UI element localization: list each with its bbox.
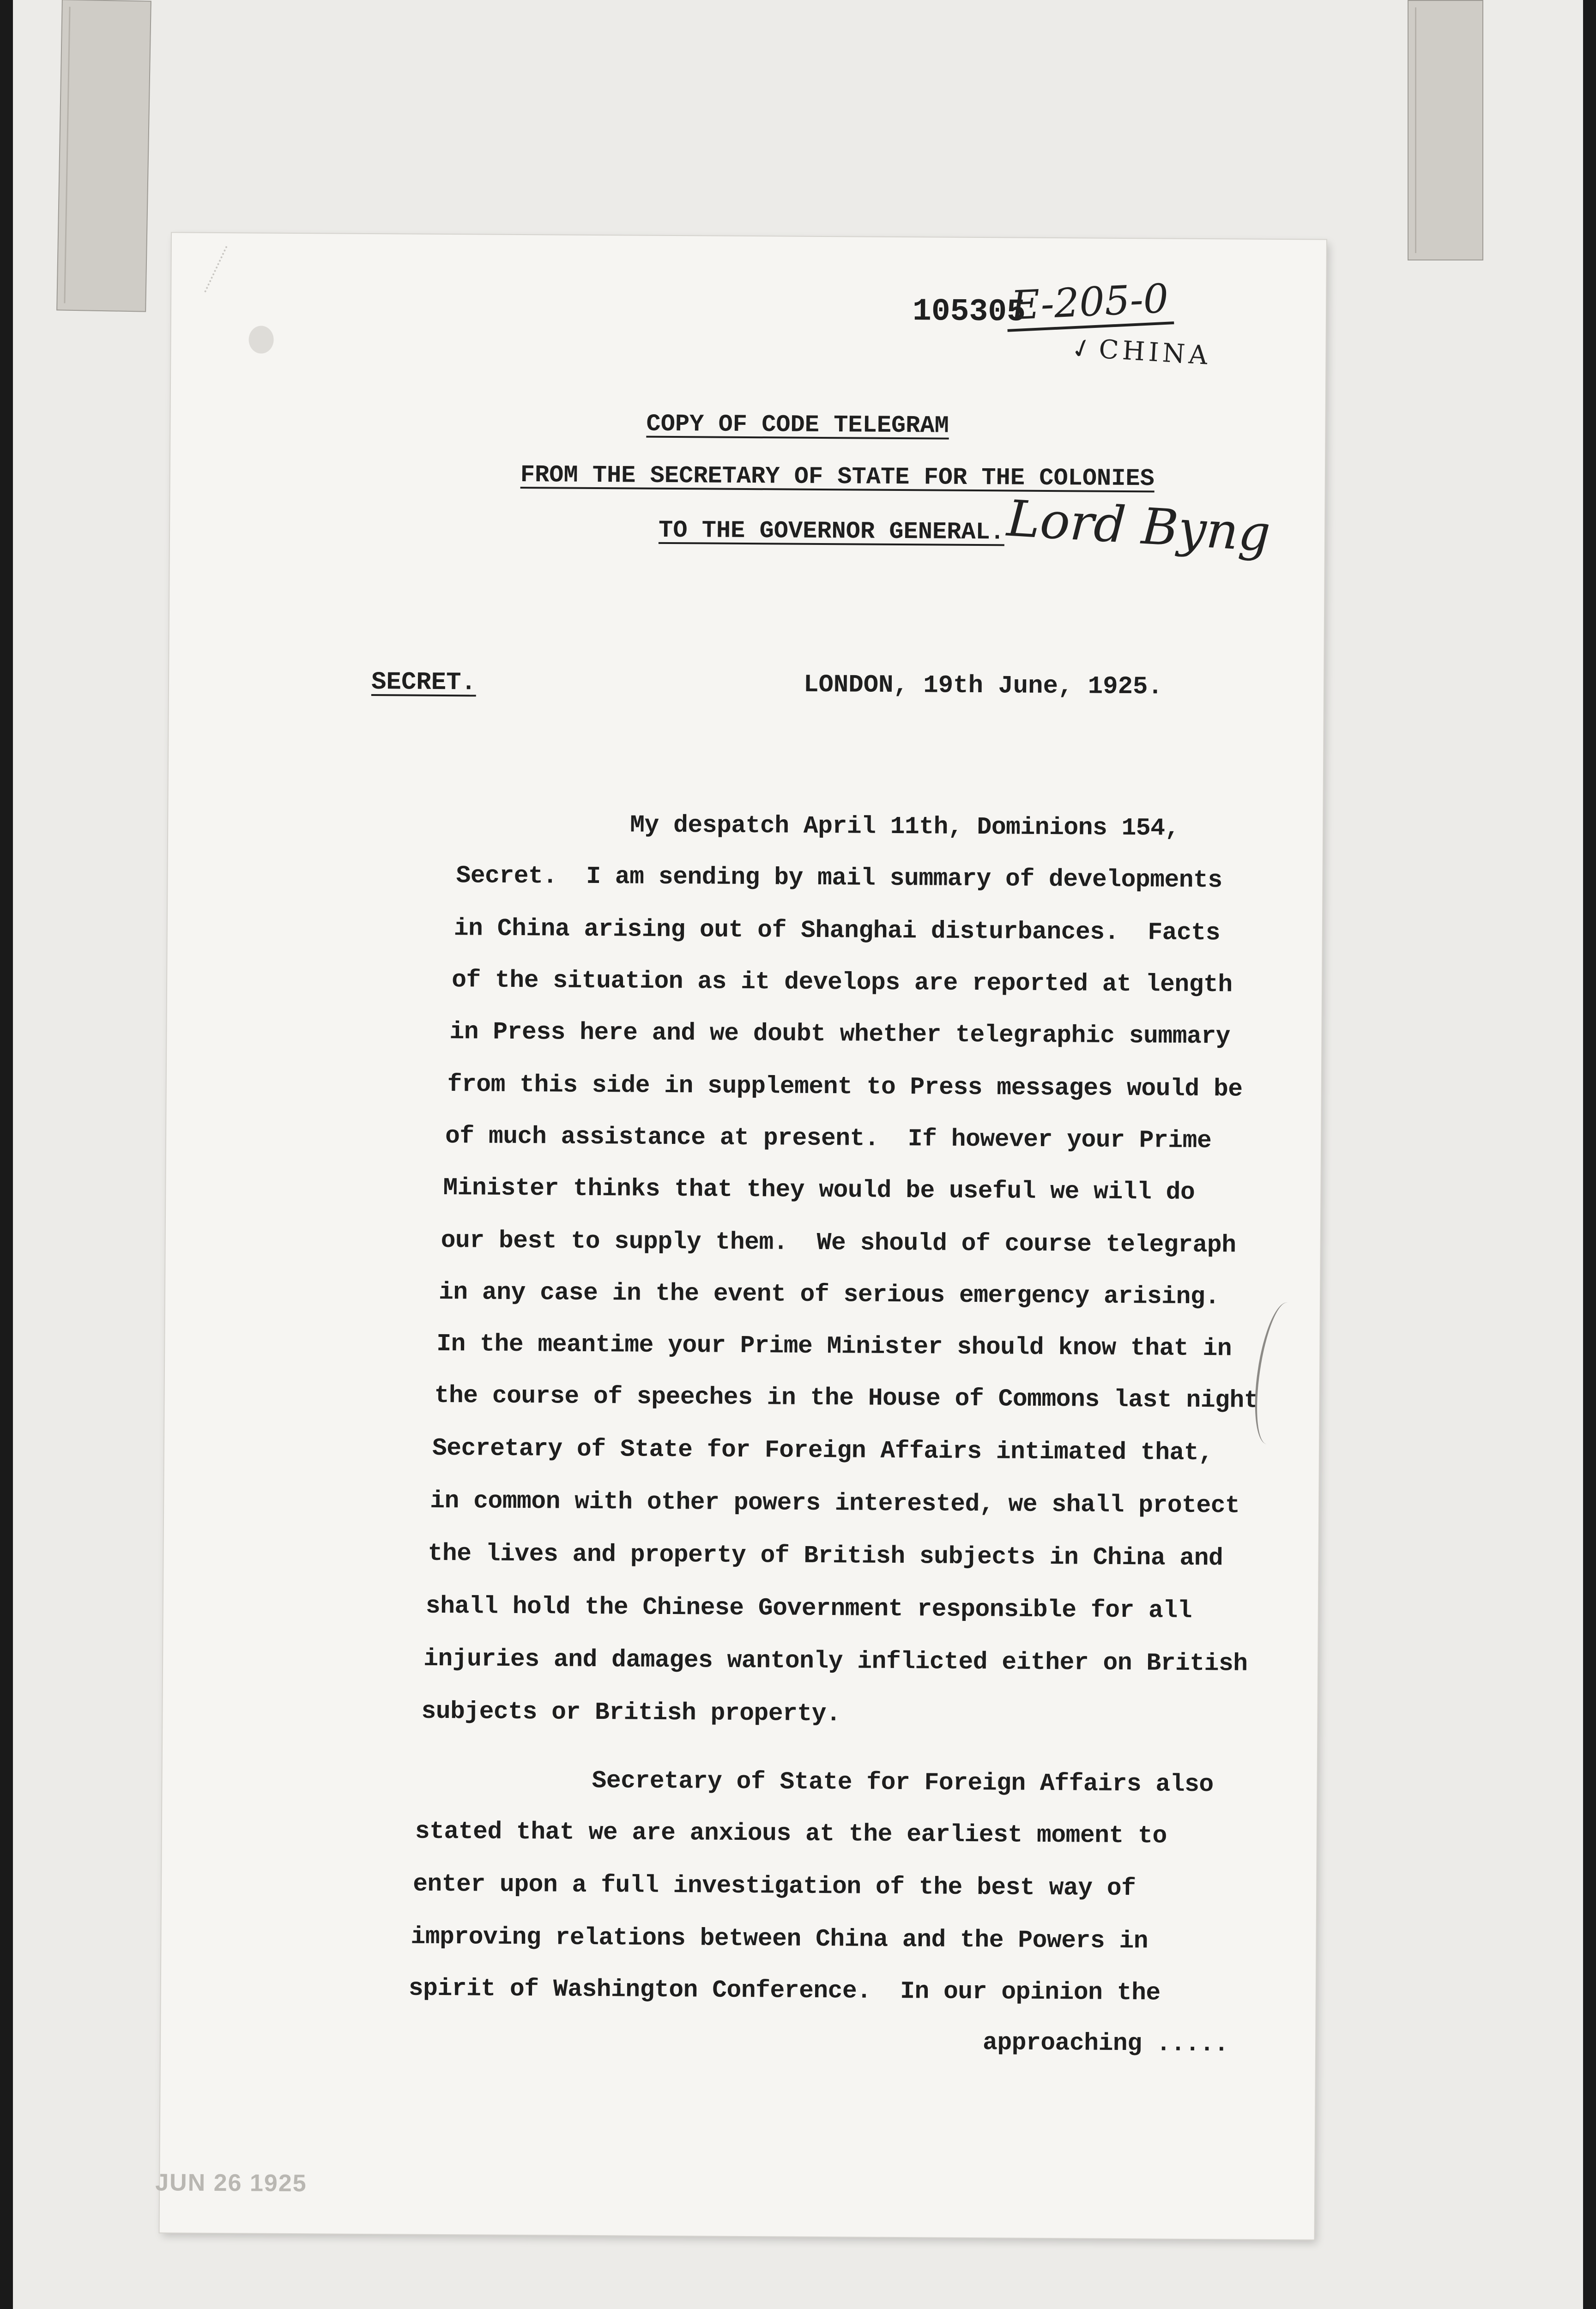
classification-label: SECRET.	[371, 668, 477, 697]
body-line: the course of speeches in the House of Commons last night	[434, 1381, 1259, 1414]
body-line: In the meantime your Prime Minister should know that in	[436, 1330, 1232, 1363]
body-line: subjects or British property.	[421, 1697, 841, 1728]
body-line: Secretary of State for Foreign Affairs intimated that,	[432, 1434, 1213, 1467]
film-frame-right-edge	[1583, 0, 1596, 2309]
body-line: in China arising out of Shanghai disturbances. Facts	[453, 914, 1221, 947]
body-line: Minister thinks that they would be useful we will do	[443, 1173, 1195, 1206]
telegram-body	[160, 233, 1326, 2239]
telegram-heading-line-1: COPY OF CODE TELEGRAM	[646, 410, 949, 440]
body-line: in common with other powers interested, we shall protect	[430, 1487, 1240, 1520]
body-line: stated that we are anxious at the earliest moment to	[415, 1817, 1167, 1850]
telegram-heading-line-3: TO THE GOVERNOR GENERAL.	[658, 516, 1005, 546]
body-line: our best to supply them. We should of course telegraph	[441, 1226, 1236, 1259]
body-line: My despatch April 11th, Dominions 154,	[630, 811, 1179, 842]
mounting-tape-top-left	[56, 0, 151, 312]
body-line: Secretary of State for Foreign Affairs also	[592, 1766, 1214, 1799]
body-line: injuries and damages wantonly inflicted either on British	[423, 1644, 1248, 1678]
body-line: of the situation as it develops are reported at length	[451, 966, 1233, 999]
received-date-stamp: JUN 26 1925	[155, 2169, 307, 2197]
body-line: approaching .....	[982, 2029, 1229, 2058]
body-line: improving relations between China and the Powers in	[411, 1922, 1149, 1955]
handwritten-file-reference: E-205-0	[1005, 275, 1174, 332]
handwritten-recipient: Lord Byng	[1005, 490, 1272, 563]
body-line: in Press here and we doubt whether telegraphic summary	[449, 1018, 1231, 1051]
dateline: LONDON, 19th June, 1925.	[803, 671, 1163, 701]
body-line: the lives and property of British subjects in China and	[428, 1539, 1223, 1572]
body-line: shall hold the Chinese Government responsible for all	[425, 1592, 1192, 1625]
body-line: from this side in supplement to Press messages would be	[447, 1070, 1243, 1103]
mounting-tape-top-right	[1408, 0, 1483, 260]
body-line: enter upon a full investigation of the best way of	[413, 1870, 1136, 1903]
telegram-heading-line-2: FROM THE SECRETARY OF STATE FOR THE COLONIES	[520, 461, 1155, 493]
handwritten-subject-text: CHINA	[1098, 334, 1212, 371]
check-mark-icon: ✓	[1067, 330, 1100, 367]
body-line: of much assistance at present. If however your Prime	[445, 1122, 1212, 1155]
film-frame-left-edge	[0, 0, 13, 2309]
telegram-sheet	[155, 233, 1326, 2239]
file-number: 105305	[912, 294, 1026, 330]
body-line: Secret. I am sending by mail summary of developments	[456, 862, 1222, 895]
body-line: in any case in the event of serious emergency arising.	[438, 1278, 1220, 1311]
body-line: spirit of Washington Conference. In our opinion the	[408, 1974, 1161, 2007]
